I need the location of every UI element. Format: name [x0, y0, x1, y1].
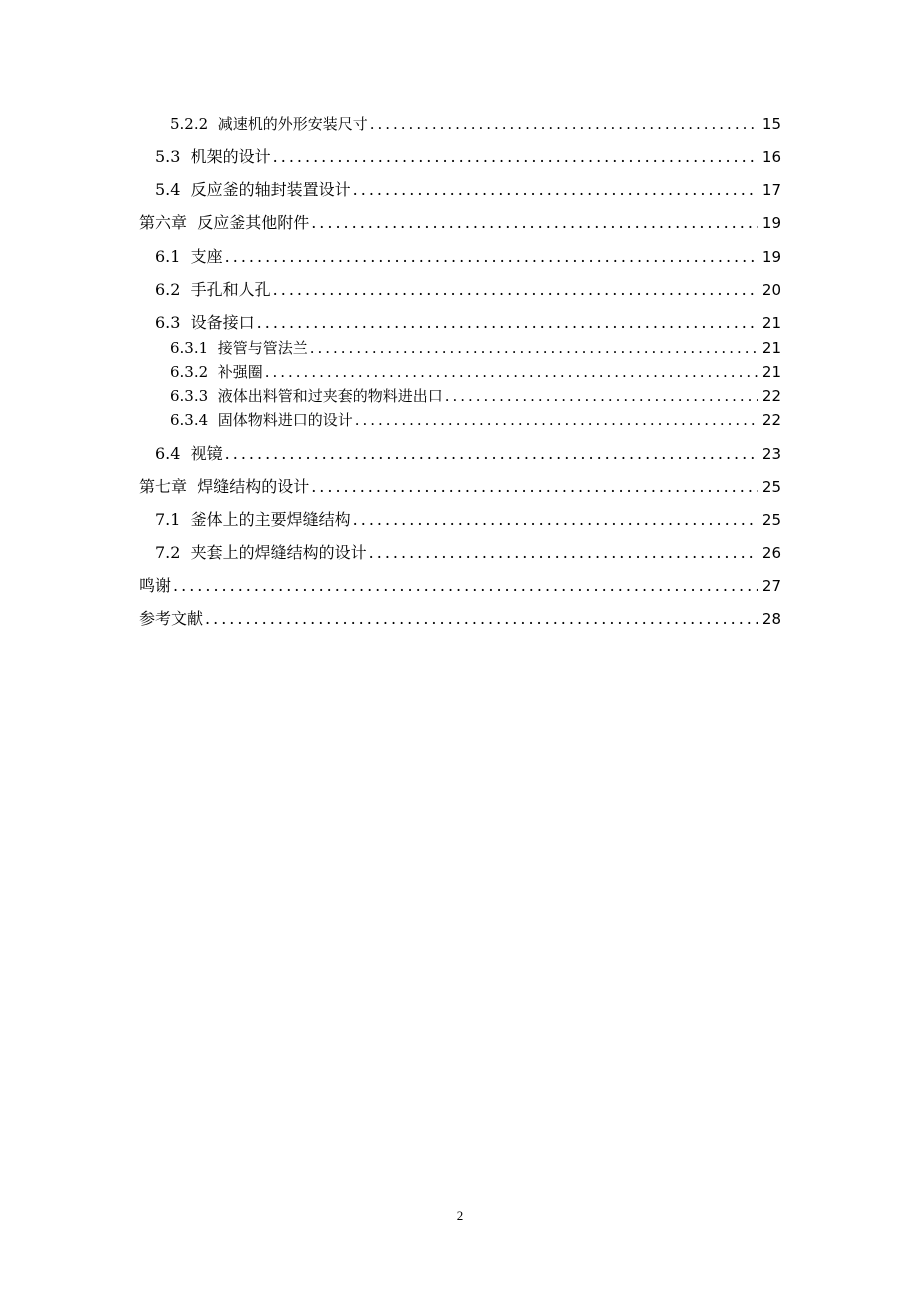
toc-leader [353, 180, 758, 200]
toc-entry-title: 反应釜其他附件 [197, 213, 310, 232]
toc-leader [445, 386, 758, 406]
toc-entry-page: 28 [761, 610, 781, 628]
toc-entry-title: 夹套上的焊缝结构的设计 [190, 543, 367, 562]
toc-leader [311, 213, 758, 233]
toc-leader [225, 247, 758, 267]
toc-leader [353, 510, 758, 530]
toc-entry-page: 25 [761, 511, 781, 529]
toc-entry-title: 参考文献 [139, 609, 204, 628]
toc-entry-title: 接管与管法兰 [217, 339, 308, 357]
toc-entry-number: 6.3 [155, 313, 191, 332]
toc-entry [155, 280, 781, 300]
toc-leader [257, 313, 758, 333]
toc-entry-page: 17 [761, 181, 781, 199]
toc-leader [205, 609, 758, 629]
toc-entry-page: 19 [761, 248, 781, 266]
toc-leader [310, 338, 758, 358]
toc-entry-chapter [139, 213, 781, 233]
toc-entry-page: 25 [761, 478, 781, 496]
toc-entry-title: 固体物料进口的设计 [217, 411, 353, 429]
toc-entry-title: 视镜 [190, 444, 223, 463]
toc-entry-number: 第六章 [139, 213, 198, 232]
toc-entry-title: 机架的设计 [190, 147, 271, 166]
toc-entry-number: 5.4 [155, 180, 191, 199]
toc-entry [170, 114, 781, 134]
toc-entry-number: 6.3.4 [170, 411, 218, 429]
toc-entry [170, 362, 781, 382]
toc-leader [265, 362, 758, 382]
toc-entry-page: 19 [761, 214, 781, 232]
toc-entry [155, 147, 781, 167]
toc-leader [225, 444, 758, 464]
toc-entry-number: 6.2 [155, 280, 191, 299]
toc-entry-chapter [139, 609, 781, 629]
toc-entry-number: 7.2 [155, 543, 191, 562]
toc-entry-title: 焊缝结构的设计 [197, 477, 310, 496]
toc-entry [155, 247, 781, 267]
toc-entry-chapter [139, 477, 781, 497]
toc-entry-page: 22 [761, 387, 781, 405]
toc-entry-page: 20 [761, 281, 781, 299]
toc-entry-number: 6.3.1 [170, 339, 218, 357]
page-number: 2 [456, 1208, 464, 1223]
toc-entry [155, 180, 781, 200]
toc-leader [273, 147, 758, 167]
toc-entry [155, 313, 781, 333]
toc-leader [369, 543, 758, 563]
toc-leader [273, 280, 758, 300]
toc-entry [155, 444, 781, 464]
toc-entry-page: 23 [761, 445, 781, 463]
toc-entry-title: 支座 [190, 247, 223, 266]
toc-entry-title: 釜体上的主要焊缝结构 [190, 510, 351, 529]
toc-entry-title: 手孔和人孔 [190, 280, 271, 299]
toc-entry-chapter [139, 576, 781, 596]
toc-entry-title: 设备接口 [190, 313, 255, 332]
toc-entry [155, 543, 781, 563]
toc-entry [155, 510, 781, 530]
toc-entry-number: 5.3 [155, 147, 191, 166]
toc-leader [370, 114, 758, 134]
toc-entry-title: 减速机的外形安装尺寸 [217, 115, 368, 133]
toc-entry [170, 410, 781, 430]
toc-entry-page: 16 [761, 148, 781, 166]
toc-entry-number: 第七章 [139, 477, 198, 496]
toc-entry [170, 338, 781, 358]
toc-entry-number: 6.3.2 [170, 363, 218, 381]
toc-entry-page: 21 [761, 314, 781, 332]
toc-entry-title: 补强圈 [217, 363, 263, 381]
toc-entry-page: 27 [761, 577, 781, 595]
toc-leader [173, 576, 758, 596]
toc-entry-title: 鸣谢 [139, 576, 172, 595]
toc-entry-page: 21 [761, 363, 781, 381]
toc-entry-page: 26 [761, 544, 781, 562]
toc-leader [355, 410, 758, 430]
toc-entry-page: 22 [761, 411, 781, 429]
toc-entry-page: 15 [761, 115, 781, 133]
toc-entry-page: 21 [761, 339, 781, 357]
toc-entry-number: 6.3.3 [170, 387, 218, 405]
toc-entry-number: 6.1 [155, 247, 191, 266]
toc-entry-title: 反应釜的轴封装置设计 [190, 180, 351, 199]
toc-leader [311, 477, 758, 497]
toc-entry [170, 386, 781, 406]
toc-entry-number: 7.1 [155, 510, 191, 529]
toc-entry-title: 液体出料管和过夹套的物料进出口 [217, 387, 443, 405]
toc-entry-number: 6.4 [155, 444, 191, 463]
toc-entry-number: 5.2.2 [170, 115, 218, 133]
